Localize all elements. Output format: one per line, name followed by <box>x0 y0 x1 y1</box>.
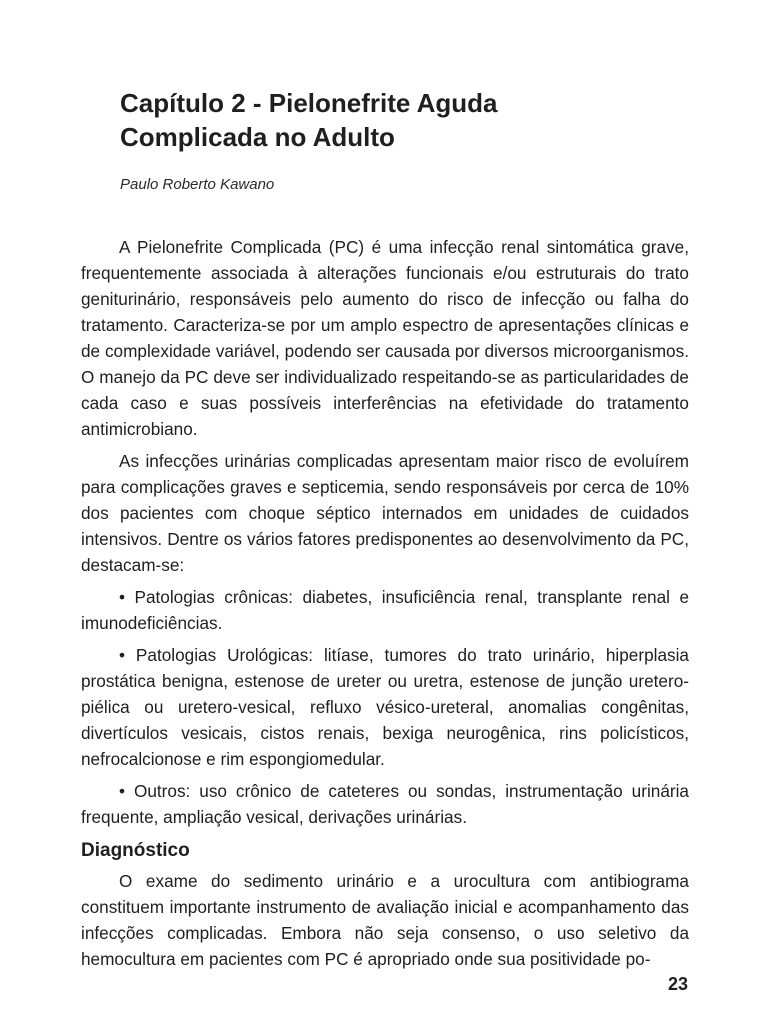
paragraph-complications: As infecções urinárias complicadas apresentam maior risco de evoluírem para complicações graves e septicemia, sendo responsáveis por cerca de 10% dos pacientes com choque séptico internados em unidades de cuidados intensivos. Dentre os vários fatores predisponentes ao desenvolvimento da PC, destacam-se: <box>81 451 689 575</box>
page-number: 23 <box>667 974 688 994</box>
chapter-title-line2: Complicada no Adulto <box>120 122 395 152</box>
chapter-title-line1: Capítulo 2 - Pielonefrite Aguda <box>120 88 498 118</box>
bullet-others: • Outros: uso crônico de cateteres ou sondas, instrumentação urinária frequente, ampliação vesical, derivações urinárias. <box>81 781 689 827</box>
body-text <box>81 234 689 978</box>
author-name: Paulo Roberto Kawano <box>120 176 275 193</box>
paragraph-diagnostico: O exame do sedimento urinário e a urocultura com antibiograma constituem importante instrumento de avaliação inicial e acompanhamento das infecções complicadas. Embora não seja consenso, o uso seletivo da hemocultura em pacientes com PC é apropriado onde sua positividade po- <box>81 871 689 969</box>
section-heading-diagnostico: Diagnóstico <box>81 840 190 861</box>
paragraph-intro: A Pielonefrite Complicada (PC) é uma infecção renal sintomática grave, frequentemente associada à alterações funcionais e/ou estruturais do trato geniturinário, responsáveis pelo aumento do risco de infecção ou falha do tratamento. Caracteriza-se por um amplo espectro de apresentações clínicas e de complexidade variável, podendo ser causada por diversos microorganismos. O manejo da PC deve ser individualizado respeitando-se as particularidades de cada caso e suas possíveis interferências na efetividade do tratamento antimicrobiano. <box>81 237 689 439</box>
bullet-chronic: • Patologias crônicas: diabetes, insuficiência renal, transplante renal e imunodeficiências. <box>81 587 689 633</box>
bullet-urologic: • Patologias Urológicas: litíase, tumores do trato urinário, hiperplasia prostática benigna, estenose de ureter ou uretra, estenose de junção uretero-piélica ou uretero-vesical, refluxo vésico-ureteral, anomalias congênitas, divertículos vesicais, cistos renais, bexiga neurogênica, rins policísticos, nefrocalcionose e rim espongiomedular. <box>81 645 689 769</box>
chapter-title <box>120 86 680 154</box>
